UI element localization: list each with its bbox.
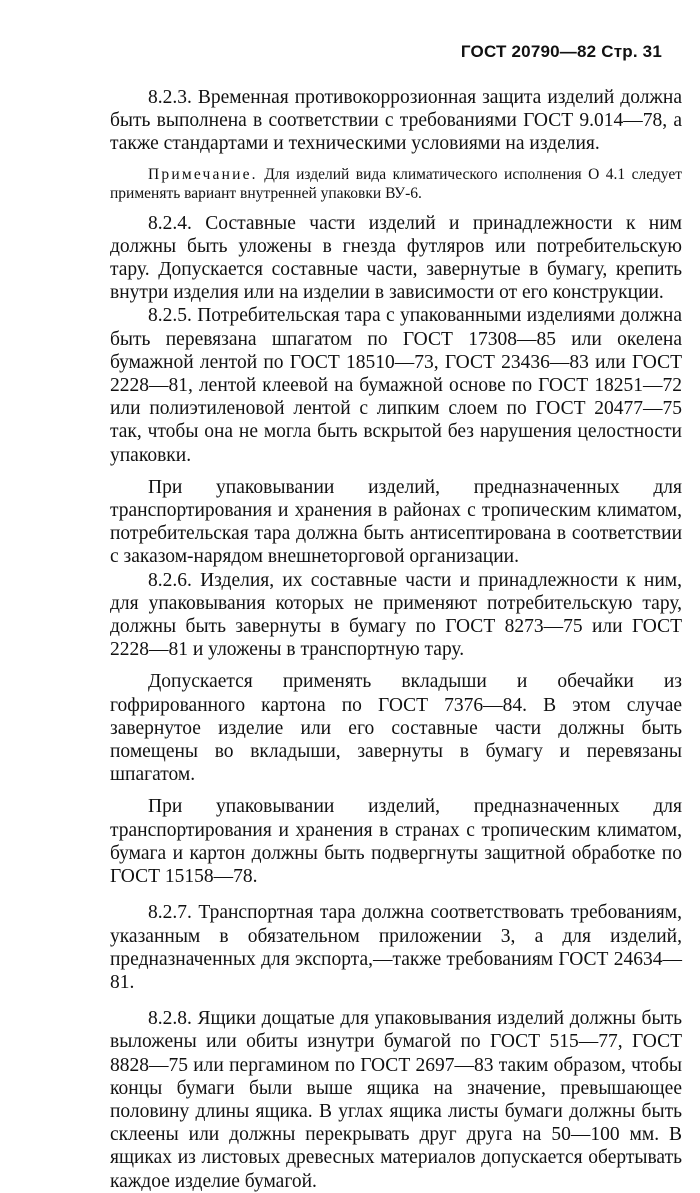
paragraph-8-2-5: 8.2.5. Потребительская тара с упакованными изделиями должна быть перевязана шпагатом по ГОСТ 17308—85 или окелена бумажной лентой по ГОСТ 18510—73, ГОСТ 23436—83 или ГОСТ 2228—81, лентой клеевой на бумажной основе по ГОСТ 18251—72 или полиэтиленовой лентой с липким слоем по ГОСТ 20477—75 так, чтобы она не могла быть вскрытой без нарушения целостности упаковки. — [110, 305, 682, 466]
document-body — [110, 86, 682, 1193]
paragraph-inserts: Допускается применять вкладыши и обечайки из гофрированного картона по ГОСТ 7376—84. В этом случае завернутое изделие или его составные части должны быть помещены во вкладыши, завернуты в бумагу и перевязаны шпагатом. — [110, 671, 682, 786]
paragraph-tropical-paper: При упаковывании изделий, предназначенных для транспортирования и хранения в странах с тропическим климатом, бумага и картон должны быть подвергнуты защитной обработке по ГОСТ 15158—78. — [110, 796, 682, 888]
paragraph-8-2-8: 8.2.8. Ящики дощатые для упаковывания изделий должны быть выложены или обиты изнутри бумагой по ГОСТ 515—77, ГОСТ 8828—75 или пергамином по ГОСТ 2697—83 таким образом, чтобы концы бумаги были выше ящика на значение, превышающее половину длины ящика. В углах ящика листы бумаги должны быть склеены или должны перекрывать друг друга на 50—100 мм. В ящиках из листовых древесных материалов допускается обертывать каждое изделие бумагой. — [110, 1008, 682, 1192]
page-header — [461, 42, 662, 62]
paragraph-tropical-consumer-tare: При упаковывании изделий, предназначенных для транспортирования и хранения в районах с тропическим климатом, потребительская тара должна быть антисептирована в соответствии с заказом-нарядом внешнеторговой организации. — [110, 476, 682, 568]
paragraph-8-2-4: 8.2.4. Составные части изделий и принадлежности к ним должны быть уложены в гнезда футляров или потребительскую тару. Допускается составные части, завернутые в бумагу, крепить внутри изделия или на изделии в зависимости от его конструкции. — [110, 212, 682, 304]
paragraph-8-2-6: 8.2.6. Изделия, их составные части и принадлежности к ним, для упаковывания которых не применяют потребительскую тару, должны быть завернуты в бумагу по ГОСТ 8273—75 или ГОСТ 2228—81 и уложены в транспортную тару. — [110, 569, 682, 661]
standard-number: ГОСТ 20790—82 — [460, 42, 597, 61]
note — [110, 165, 682, 203]
page-number: Стр. 31 — [601, 42, 662, 61]
paragraph-8-2-7: 8.2.7. Транспортная тара должна соответствовать требованиям, указанным в обязательном приложении 3, а для изделий, предназначенных для экспорта,—также требованиям ГОСТ 24634—81. — [110, 902, 682, 993]
paragraph-8-2-3: 8.2.3. Временная противокоррозионная защита изделий должна быть выполнена в соответствии с требованиями ГОСТ 9.014—78, а также стандартами и техническими условиями на изделия. — [110, 87, 682, 155]
note-text: Для изделий вида климатического исполнения О 4.1 следует применять вариант внутренней упаковки ВУ-6. — [110, 165, 682, 202]
note-label: Примечание. — [148, 165, 258, 183]
